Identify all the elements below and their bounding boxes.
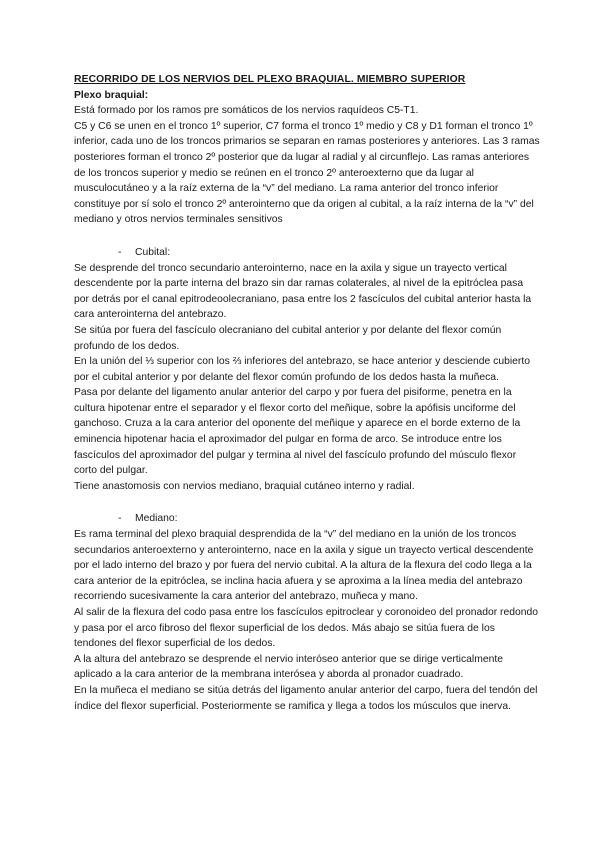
heading-text: Cubital: <box>135 246 171 258</box>
section-heading-mediano <box>74 511 540 527</box>
bullet-dash: - <box>118 246 122 258</box>
mediano-paragraph: En la muñeca el mediano se sitúa detrás del ligamento anular anterior del carpo, fuera del tendón del índice del flexor superficial. Posteriormente se ramifica y llega a todos los músculos que inerva. <box>74 684 538 712</box>
cubital-paragraph: Se desprende del tronco secundario anterointerno, nace en la axila y sigue un trayecto vertical descendente por la parte interna del brazo sin dar ramas colaterales, al nivel de la epitróclea pasa por detrás por el canal epitrodeoolecraniano, pasa entre los 2 fascículos del cubital anterior hasta la cara anterointerna del antebrazo. <box>74 262 532 321</box>
document-title: RECORRIDO DE LOS NERVIOS DEL PLEXO BRAQUIAL. MIEMBRO SUPERIOR <box>74 74 466 85</box>
heading-text: Mediano: <box>135 513 178 525</box>
mediano-paragraph: Al salir de la flexura del codo pasa entre los fascículos epitroclear y coronoideo del pronador redondo y pasa por el arco fibroso del flexor superficial de los dedos. Más abajo se sitúa fuera de los tendones del flexor superficial de los dedos. <box>74 607 539 650</box>
cubital-paragraph: Pasa por delante del ligamento anular anterior del carpo y por fuera del pisiforme, penetra en la cultura hipotenar entre el separador y el flexor corto del meñique, sobre la apófisis unciforme del ganchoso. Cruza a la cara anterior del oponente del meñique y aparece en el borde externo de la eminencia hipotenar hacia el aproximador del pulgar en forma de arco. Se introduce entre los fascículos del aproximador del pulgar y termina al nivel del fascículo profundo del músculo flexor corto del pulgar. <box>74 387 521 477</box>
cubital-paragraph: Se sitúa por fuera del fascículo olecraniano del cubital anterior y por delante del flexor común profundo de los dedos. <box>74 324 502 352</box>
mediano-paragraph: A la altura del antebrazo se desprende el nervio interóseo anterior que se dirige verticalmente aplicado a la cara anterior de la membrana interósea y aborda al pronador cuadrado. <box>74 653 503 681</box>
intro-paragraph: C5 y C6 se unen en el tronco 1º superior, C7 forma el tronco 1º medio y C8 y D1 forman el tronco 1º inferior, cada uno de los troncos primarios se separan en ramas posteriores y anteriores. Las 3 ramas posteriores forman el tronco 2º posterior que da lugar al radial y al circunflejo. Las ramas anteriores de los troncos superior y medio se reúnen en el tronco 2º anteroexterno que da lugar al musculocutáneo y a la raíz externa de la “v” del mediano. La rama anterior del tronco inferior constituye por sí solo el tronco 2º anterointerno que da origen al cubital, a la raíz interna de la “v” del mediano y otros nervios terminales sensitivos <box>74 120 540 226</box>
section-heading-cubital <box>74 245 540 261</box>
intro-paragraph: Está formado por los ramos pre somáticos de los nervios raquídeos C5-T1. <box>74 105 419 117</box>
cubital-paragraph: Tiene anastomosis con nervios mediano, braquial cutáneo interno y radial. <box>74 480 415 492</box>
mediano-paragraph: Es rama terminal del plexo braquial desprendida de la “v” del mediano en la unión de los troncos secundarios anteroexterno y anterointerno, nace en la axila y sigue un trayecto vertical descendente por el lado interno del brazo y por fuera del nervio cubital. A la altura de la flexura del codo llega a la cara anterior de la epitróclea, se inclina hacia afuera y se aproxima a la línea media del antebrazo recorriendo sucesivamente la cara anterior del antebrazo, muñeca y mano. <box>74 529 534 603</box>
cubital-paragraph: En la unión del ⅓ superior con los ⅔ inferiores del antebrazo, se hace anterior y desciende cubierto por el cubital anterior y por delante del flexor común profundo de los dedos hasta la muñeca. <box>74 356 530 383</box>
bullet-dash: - <box>118 513 122 525</box>
section-subtitle: Plexo braquial: <box>74 89 149 101</box>
